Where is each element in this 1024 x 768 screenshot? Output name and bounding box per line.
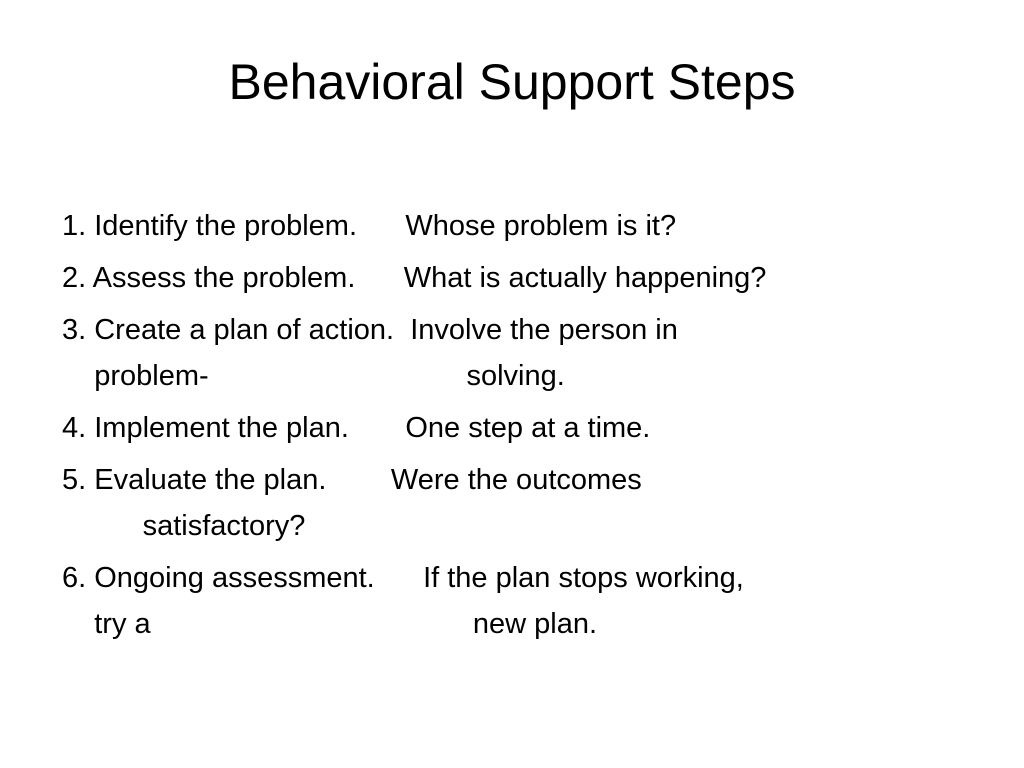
step-5-continuation: satisfactory? xyxy=(62,510,306,542)
step-6-continuation: try a new plan. xyxy=(62,608,598,640)
step-3-continuation: problem- solving. xyxy=(62,360,565,392)
step-2-line: 2. Assess the problem. What is actually happening? xyxy=(62,262,767,294)
step-3-line: 3. Create a plan of action. Involve the person in xyxy=(62,314,678,346)
step-5-line: 5. Evaluate the plan. Were the outcomes xyxy=(62,464,642,496)
step-6-line: 6. Ongoing assessment. If the plan stops working, xyxy=(62,562,744,594)
step-4-line: 4. Implement the plan. One step at a time. xyxy=(62,412,651,444)
slide-title: Behavioral Support Steps xyxy=(228,54,796,110)
step-1-line: 1. Identify the problem. Whose problem is it? xyxy=(62,210,677,242)
